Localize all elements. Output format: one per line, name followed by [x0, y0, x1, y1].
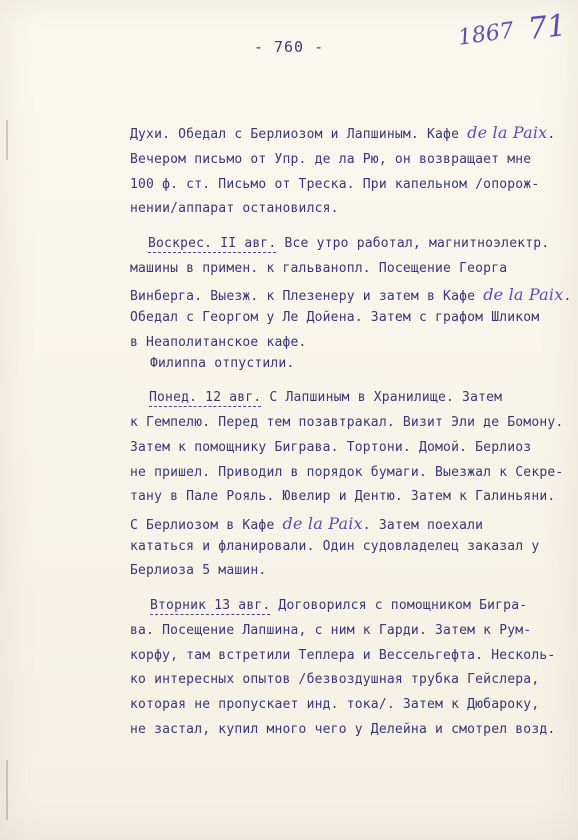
text-line: [130, 123, 555, 142]
typed-text: Филиппа отпустили.: [150, 356, 295, 371]
typed-text: Духи. Обедал с Берлиозом и Лапшиным. Кафе: [130, 127, 468, 142]
text-line: [130, 465, 563, 480]
typed-text: Договорился с помощником Бигра-: [270, 598, 528, 613]
text-line: [130, 415, 563, 430]
paper-edge-mark: [6, 120, 8, 160]
page-number: - 760 -: [253, 38, 325, 56]
paper-edge-mark: [6, 760, 8, 820]
typed-text: кататься и фланировали. Один судовладелец заказал у: [130, 539, 540, 554]
handwritten-year: 1867: [456, 18, 516, 51]
typed-text: нении/аппарат остановился.: [130, 201, 339, 216]
text-line: [130, 310, 539, 325]
text-line: [130, 489, 555, 504]
text-line: [150, 598, 527, 615]
typed-text: 100 ф. ст. Письмо от Треска. При капельном /опорож-: [130, 177, 540, 192]
typed-text: Обедал с Георгом у Ле Дойена. Затем с графом Шликом: [130, 310, 540, 325]
typed-text: Все утро работал, магнитноэлектр.: [276, 236, 550, 251]
typed-text: которая не пропускает инд. тока/. Затем к Дюбароку,: [130, 697, 540, 712]
handwritten-insertion: de la Paix: [282, 514, 363, 533]
text-line: [130, 335, 307, 350]
entry-date-heading: Понед. 12 авг.: [149, 390, 262, 405]
typed-text: тану в Пале Рояль. Ювелир и Дентю. Затем к Галиньяни.: [130, 489, 556, 504]
text-line: [130, 722, 555, 737]
typed-text: .: [547, 127, 556, 142]
text-line: [130, 152, 531, 167]
typed-text: С Берлиозом в Кафе: [130, 518, 283, 533]
text-line: [130, 623, 531, 638]
text-line: [130, 201, 339, 216]
typed-text: Вечером письмо от Упр. де ла Рю, он возвращает мне: [130, 152, 532, 167]
text-line: [130, 514, 483, 533]
text-line: [130, 261, 507, 276]
text-line: [130, 177, 539, 192]
typed-text: Затем к помощнику Биграва. Тортони. Домой. Берлиоз: [130, 440, 532, 455]
text-line: [130, 539, 539, 554]
typed-text: Винберга. Выезж. к Плезенеру и затем в Кафе: [130, 289, 484, 304]
typed-text: к Гемпелю. Перед тем позавтракал. Визит Эли де Бомону.: [130, 415, 564, 430]
typed-text: С Лапшиным в Хранилище. Затем: [261, 390, 503, 405]
entry-date-heading: Вторник 13 авг.: [150, 598, 271, 613]
typed-text: .: [563, 289, 572, 304]
typed-text: корфу, там встретили Теплера и Вессельгефта. Несколь-: [130, 648, 556, 663]
typed-text: ва. Посещение Лапшина, с ним к Гарди. Затем к Рум-: [130, 623, 532, 638]
text-line: [130, 440, 531, 455]
typed-text: машины в примен. к гальванопл. Посещение Георга: [130, 261, 508, 276]
typed-text: Берлиоза 5 машин.: [130, 563, 267, 578]
typed-text: не пришел. Приводил в порядок бумаги. Выезжал к Секре-: [130, 465, 564, 480]
handwritten-insertion: de la Paix: [467, 123, 548, 142]
typed-text: не застал, купил много чего у Делейна и смотрел возд.: [130, 722, 556, 737]
entry-date-heading: Воскрес. II авг.: [148, 236, 277, 251]
text-line: [149, 390, 502, 407]
text-line: [130, 697, 539, 712]
text-line: [130, 285, 571, 304]
text-line: [150, 356, 294, 371]
typed-text: в Неаполитанское кафе.: [130, 335, 307, 350]
text-line: [148, 236, 549, 253]
handwritten-insertion: de la Paix: [483, 285, 564, 304]
handwritten-folio-number: 71: [526, 8, 568, 47]
text-line: [130, 563, 266, 578]
text-line: [130, 648, 555, 663]
text-line: [130, 672, 539, 687]
typed-text: ко интересных опытов /безвоздушная трубка Гейслера,: [130, 672, 540, 687]
typed-text: . Затем поехали: [362, 518, 484, 533]
